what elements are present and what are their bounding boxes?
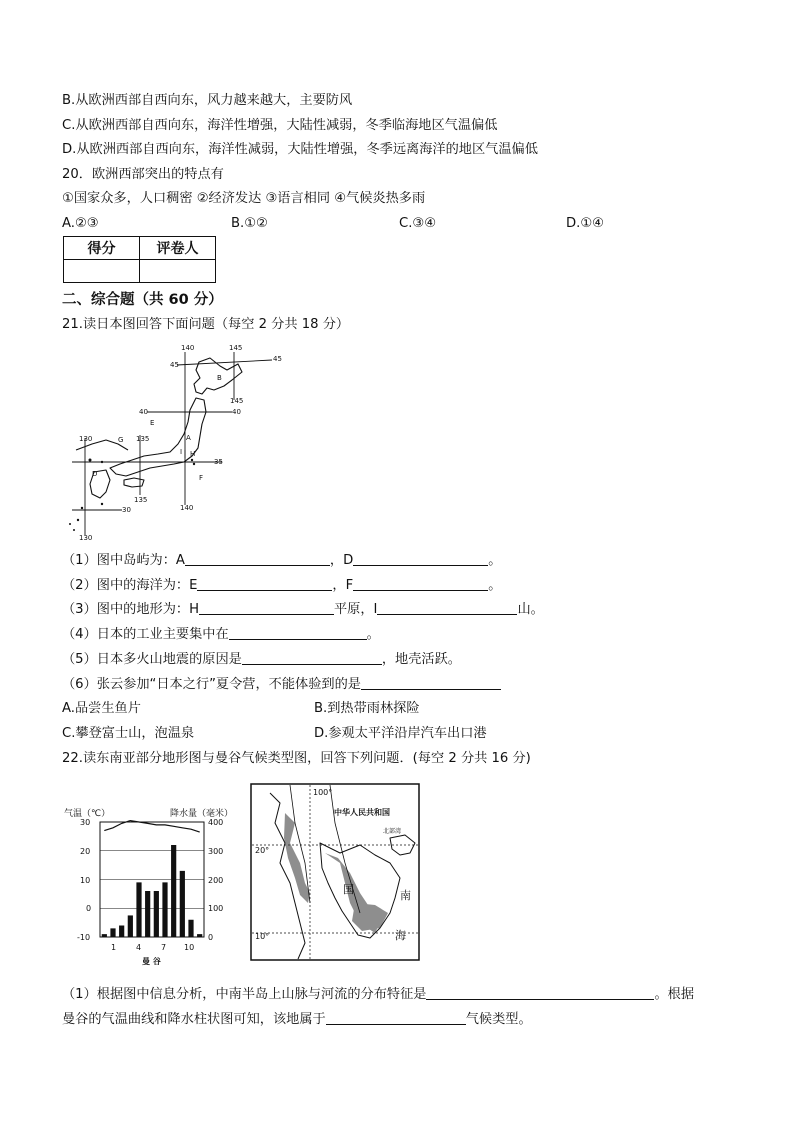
q21-s2-mid: ，F [332,578,354,593]
precip-bar [197,934,202,937]
q21-sub1 [62,551,501,570]
label-140-top: 140 [181,344,195,352]
month-tick-10: 10 [184,943,195,952]
label-prc: 中华人民共和国 [334,808,390,817]
q22-s1-prefix: （1）根据图中信息分析，中南半岛上山脉与河流的分布特征是 [62,987,427,1002]
precip-bar [102,934,107,937]
q19-option-c: C.从欧洲西部自西向东，海洋性增强，大陆性减弱，冬季临海地区气温偏低 [62,118,498,133]
precip-bar [136,882,141,937]
label-D: D [92,470,98,478]
precip-tick-100: 100 [208,904,224,913]
precip-bar [171,845,176,937]
label-100e: 100° [313,788,333,797]
score-table [63,236,216,283]
precip-bar [154,891,159,937]
answer-blank-climate[interactable] [326,1010,466,1025]
answer-blank-volcano[interactable] [242,650,382,665]
answer-blank-h[interactable] [199,600,334,615]
q21-s2-end: 。 [488,578,502,593]
southeast-asia-map [250,783,420,961]
q21-s3-mid: 平原，I [334,602,378,617]
month-tick-1: 1 [111,943,117,952]
label-B: B [217,374,222,382]
delta-shading [352,903,388,931]
q21-sub6 [62,675,501,694]
precip-bar [188,920,193,937]
temp-tick-0: 0 [86,904,92,913]
label-I: I [180,448,183,456]
label-130-bottom: 130 [79,534,93,540]
q21-s3-end: 山。 [517,602,544,617]
q22-sub1-line2 [62,1010,532,1029]
q21-sub3 [62,600,544,619]
label-10n: 10° [255,932,270,941]
temp-axis-label: 气温（℃） [64,809,111,819]
answer-blank-industry[interactable] [229,625,367,640]
temp-tick-20: 20 [80,847,91,856]
q21-stem: 21.读日本图回答下面问题（每空 2 分共 18 分） [62,317,350,332]
score-cell[interactable] [64,260,140,283]
q20-option-b[interactable]: B.①② [231,216,268,231]
label-nan: 南 [400,889,411,902]
precip-tick-200: 200 [208,876,224,885]
q22-sub1-line1 [62,985,694,1004]
q21-sub4 [62,625,380,644]
q19-option-d: D.从欧洲西部自西向东，海洋性减弱，大陆性增强，冬季远离海洋的地区气温偏低 [62,142,538,157]
label-135-top: 135 [136,435,150,443]
score-header: 得分 [64,237,140,260]
q21-s6-prefix: （6）张云参加“日本之行”夏令营，不能体验到的是 [62,677,361,692]
label-A: A [186,434,191,442]
label-130-top: 130 [79,435,93,443]
label-145-bottom: 145 [230,397,244,405]
temp-tick-10: 10 [80,876,91,885]
q21-option-b[interactable]: B.到热带雨林探险 [314,701,420,716]
q21-s4-end: 。 [366,627,380,642]
answer-blank-e[interactable] [197,576,332,591]
q21-s1-mid: ，D [329,553,354,568]
q21-sub5 [62,650,461,669]
answer-blank-a[interactable] [185,551,330,566]
answer-blank-trip[interactable] [361,675,501,690]
label-35: 35 [214,458,223,466]
temp-tick-30: 30 [80,818,91,827]
q21-s1-prefix: （1）图中岛屿为：A [62,553,185,568]
japan-map [62,340,287,540]
label-20n: 20° [255,846,270,855]
temp-tick-minus10: -10 [77,933,91,942]
answer-blank-f[interactable] [353,576,488,591]
precip-bar [162,882,167,937]
answer-blank-i[interactable] [377,600,517,615]
precip-bar [128,915,133,937]
precip-tick-0: 0 [208,933,214,942]
precip-tick-400: 400 [208,818,224,827]
q21-option-c[interactable]: C.攀登富士山，泡温泉 [62,726,195,741]
q21-s2-prefix: （2）图中的海洋为：E [62,578,198,593]
label-145-top: 145 [229,344,243,352]
label-45-left: 45 [170,361,179,369]
label-guo: 国 [343,883,354,896]
precip-bar [119,926,124,938]
label-G: G [118,436,124,444]
q21-s1-end: 。 [488,553,502,568]
label-135-bottom: 135 [134,496,148,504]
q20-option-a[interactable]: A.②③ [62,216,99,231]
month-tick-7: 7 [161,943,167,952]
q21-option-a[interactable]: A.品尝生鱼片 [62,701,141,716]
q20-option-d[interactable]: D.①④ [566,216,604,231]
mountain-shading-west [284,813,310,903]
month-tick-4: 4 [136,943,142,952]
answer-blank-d[interactable] [353,551,488,566]
grader-cell[interactable] [140,260,216,283]
q21-s4-prefix: （4）日本的工业主要集中在 [62,627,229,642]
q19-option-b: B.从欧洲西部自西向东，风力越来越大，主要防风 [62,93,353,108]
precip-tick-300: 300 [208,847,224,856]
label-30: 30 [122,506,131,514]
q22-stem: 22.读东南亚部分地形图与曼谷气候类型图，回答下列问题．(每空 2 分共 16 分) [62,751,531,766]
label-hai: 海 [395,929,406,942]
precip-bar [145,891,150,937]
city-label: 曼 谷 [142,957,161,966]
label-H: H [190,450,196,458]
precip-bar [180,871,185,937]
q21-sub2 [62,576,501,595]
q22-s1-cont: 曼谷的气温曲线和降水柱状图可知，该地属于 [62,1012,326,1027]
precip-axis-label: 降水量（毫米） [170,809,234,819]
q21-s5-end: ，地壳活跃。 [381,652,461,667]
q20-option-c[interactable]: C.③④ [399,216,437,231]
q22-s1-mid: 。根据 [654,987,695,1002]
q21-s5-prefix: （5）日本多火山地震的原因是 [62,652,242,667]
honshu-outline [110,398,206,476]
answer-blank-mountain-river[interactable] [426,985,654,1000]
shikoku-outline [124,478,144,487]
label-40-right: 40 [232,408,241,416]
q20-stem: 20．欧洲西部突出的特点有 [62,167,224,182]
grader-header: 评卷人 [140,237,216,260]
label-gulf: 北部湾 [383,828,402,835]
bangkok-climate-chart [62,800,242,975]
label-40-left: 40 [139,408,148,416]
parallel-45 [177,360,272,365]
label-45-right: 45 [273,355,282,363]
label-E: E [150,419,155,427]
section2-title: 二、综合题（共 60 分） [62,292,223,308]
q21-s3-prefix: （3）图中的地形为：H [62,602,199,617]
label-F: F [199,474,204,482]
q21-option-d[interactable]: D.参观太平洋沿岸汽车出口港 [314,726,487,741]
label-140-bottom: 140 [180,504,194,512]
q22-s1-end: 气候类型。 [465,1012,532,1027]
precip-bar [110,928,115,937]
q20-items: ①国家众多，人口稠密 ②经济发达 ③语言相同 ④气候炎热多雨 [62,191,426,206]
